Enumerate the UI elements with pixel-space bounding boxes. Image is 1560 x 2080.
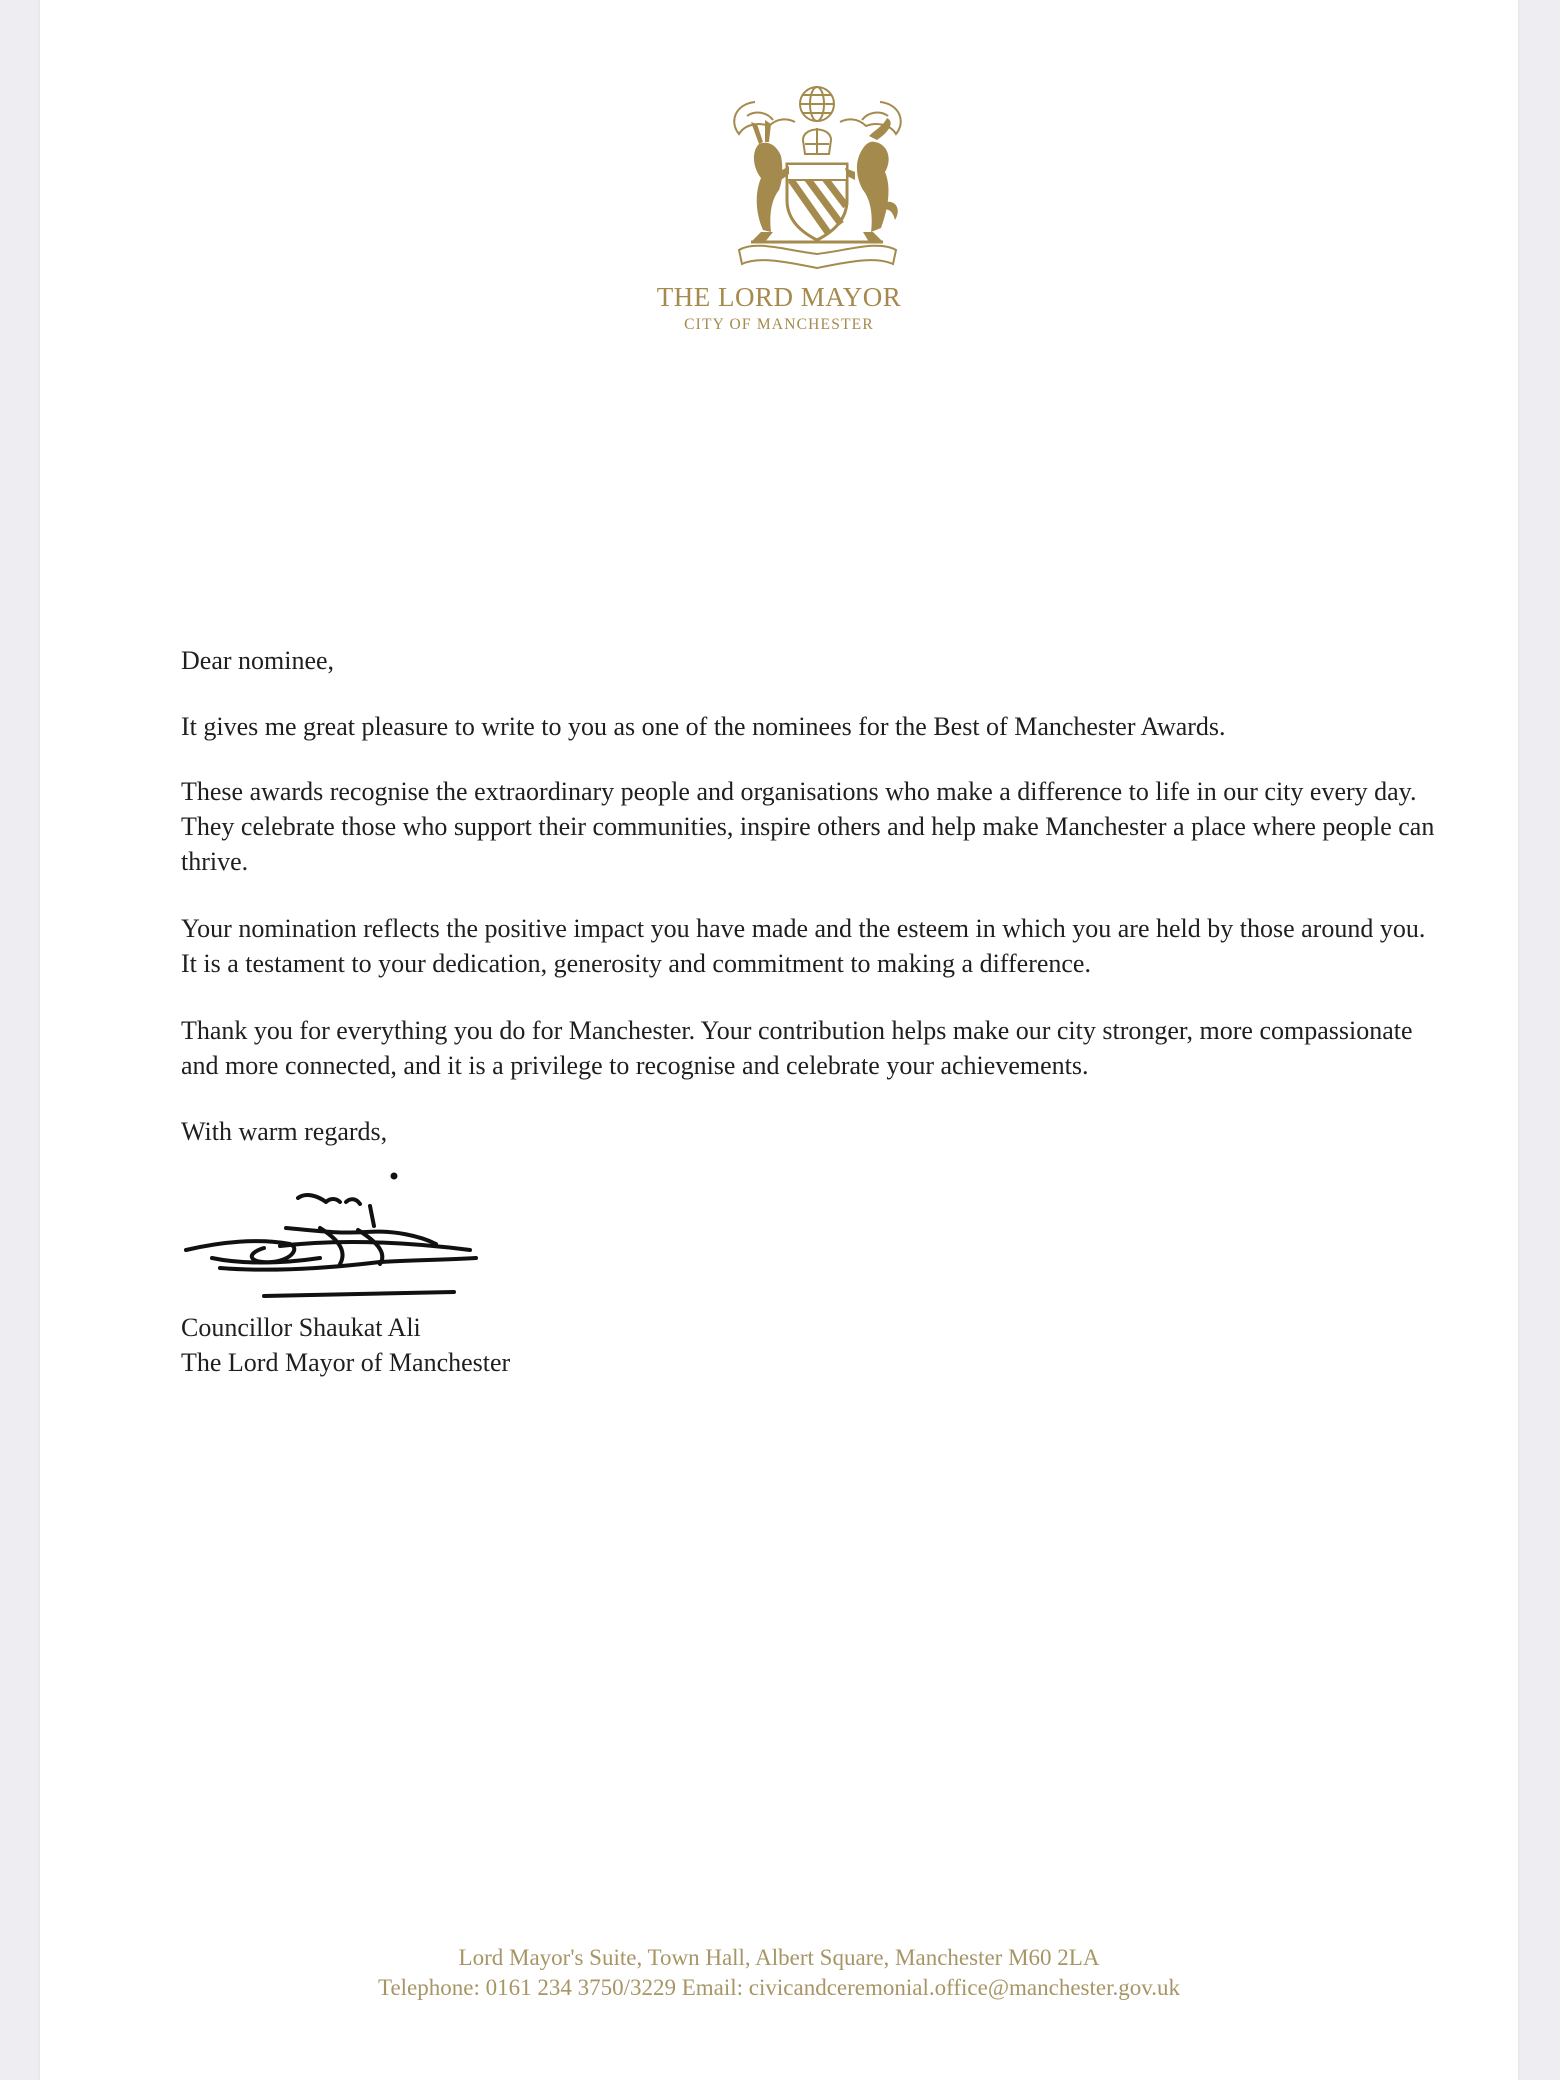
letter-page [40, 0, 1518, 2080]
letterhead-subtitle: CITY OF MANCHESTER [684, 316, 874, 333]
letter-paragraph-2: These awards recognise the extraordinary people and organisations who make a difference to life in our city every day. They celebrate those who support their communities, inspire others and help make Manchester a place where people can thrive. [181, 777, 1435, 876]
closing: With warm regards, [181, 1117, 388, 1146]
signature-icon [180, 1168, 490, 1298]
letter-paragraph-4: Thank you for everything you do for Manchester. Your contribution helps make our city stronger, more compassionate and more connected, and it is a privilege to recognise and celebrate your achievements. [181, 1016, 1413, 1080]
footer-address: Lord Mayor's Suite, Town Hall, Albert Square, Manchester M60 2LA [458, 1945, 1100, 1970]
signatory-title: The Lord Mayor of Manchester [181, 1348, 511, 1377]
signatory-name: Councillor Shaukat Ali [181, 1313, 421, 1342]
letterhead-title: THE LORD MAYOR [656, 282, 902, 312]
footer-contact: Telephone: 0161 234 3750/3229 Email: civicandceremonial.office@manchester.gov.uk [378, 1975, 1180, 2000]
letter-paragraph-3: Your nomination reflects the positive impact you have made and the esteem in which you are held by those around you. It is a testament to your dedication, generosity and commitment to making a difference. [181, 914, 1426, 978]
coat-of-arms-icon [725, 82, 910, 277]
salutation: Dear nominee, [181, 646, 335, 675]
letter-paragraph-1: It gives me great pleasure to write to you as one of the nominees for the Best of Manchester Awards. [181, 712, 1226, 741]
